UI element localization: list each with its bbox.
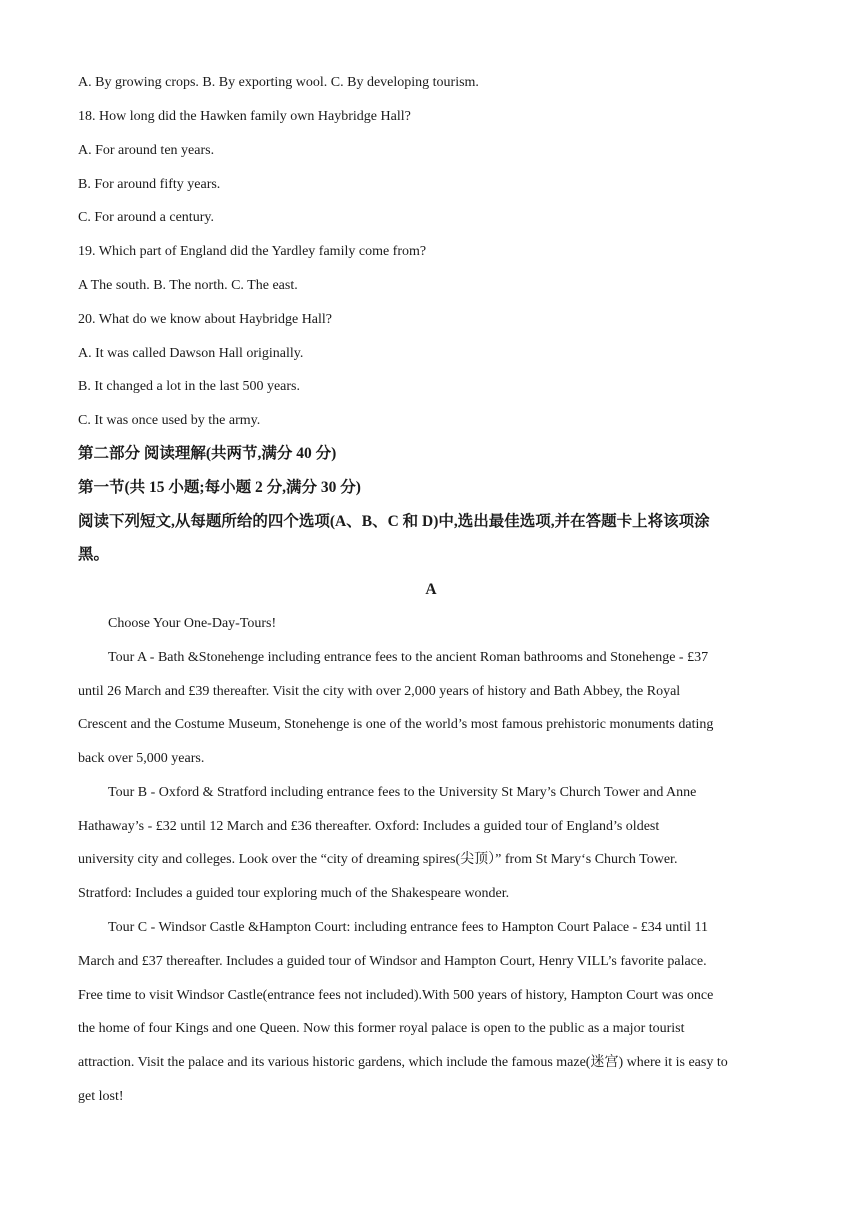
- tour-b-line: Tour B - Oxford & Stratford including entrance fees to the University St Mary’s Church Tower and Anne: [108, 785, 697, 800]
- tour-a-line: Crescent and the Costume Museum, Stonehenge is one of the world’s most famous prehistoric monuments dating: [78, 717, 714, 732]
- q20-option-c: C. It was once used by the army.: [78, 413, 261, 428]
- tour-c-line: get lost!: [78, 1089, 124, 1104]
- tour-b-line: Hathaway’s - £32 until 12 March and £36 thereafter. Oxford: Includes a guided tour of England’s oldest: [78, 819, 660, 834]
- q20-option-a: A. It was called Dawson Hall originally.: [78, 346, 304, 361]
- tour-c-line: attraction. Visit the palace and its various historic gardens, which include the famous maze(迷宫) where it is easy to: [78, 1055, 728, 1070]
- section-subtitle: 第一节(共 15 小题;每小题 2 分,满分 30 分): [78, 479, 361, 496]
- tour-c-line: Tour C - Windsor Castle &Hampton Court: including entrance fees to Hampton Court Palace - £34 until 11: [108, 920, 708, 935]
- tour-b-line: Stratford: Includes a guided tour exploring much of the Shakespeare wonder.: [78, 886, 510, 901]
- instruction-line-2: 黑。: [78, 546, 110, 563]
- instruction-line-1: 阅读下列短文,从每题所给的四个选项(A、B、C 和 D)中,选出最佳选项,并在答题卡上将该项涂: [78, 513, 710, 530]
- passage-heading: Choose Your One-Day-Tours!: [108, 616, 277, 631]
- tour-a-line: back over 5,000 years.: [78, 751, 205, 766]
- q18-option-c: C. For around a century.: [78, 210, 214, 225]
- q19-question: 19. Which part of England did the Yardley family come from?: [78, 244, 427, 259]
- passage-letter: A: [425, 581, 437, 598]
- q18-option-b: B. For around fifty years.: [78, 177, 221, 192]
- tour-c-line: Free time to visit Windsor Castle(entrance fees not included).With 500 years of history, Hampton Court was once: [78, 988, 714, 1003]
- tour-c-line: the home of four Kings and one Queen. Now this former royal palace is open to the public as a major tourist: [78, 1021, 685, 1036]
- q17-options: A. By growing crops. B. By exporting wool. C. By developing tourism.: [78, 75, 479, 90]
- q19-options: A The south. B. The north. C. The east.: [78, 278, 298, 293]
- part-title: 第二部分 阅读理解(共两节,满分 40 分): [78, 445, 337, 462]
- q20-question: 20. What do we know about Haybridge Hall?: [78, 312, 333, 327]
- tour-a-line: Tour A - Bath &Stonehenge including entrance fees to the ancient Roman bathrooms and Stonehenge - £37: [108, 650, 709, 665]
- tour-a-line: until 26 March and £39 thereafter. Visit the city with over 2,000 years of history and Bath Abbey, the Royal: [78, 684, 681, 699]
- q20-option-b: B. It changed a lot in the last 500 years.: [78, 379, 300, 394]
- q18-question: 18. How long did the Hawken family own Haybridge Hall?: [78, 109, 411, 124]
- tour-b-line: university city and colleges. Look over the “city of dreaming spires(尖顶）” from St Mary‘s Church Tower.: [78, 852, 678, 867]
- tour-c-line: March and £37 thereafter. Includes a guided tour of Windsor and Hampton Court, Henry VILL’s favorite palace.: [78, 954, 707, 969]
- q18-option-a: A. For around ten years.: [78, 143, 215, 158]
